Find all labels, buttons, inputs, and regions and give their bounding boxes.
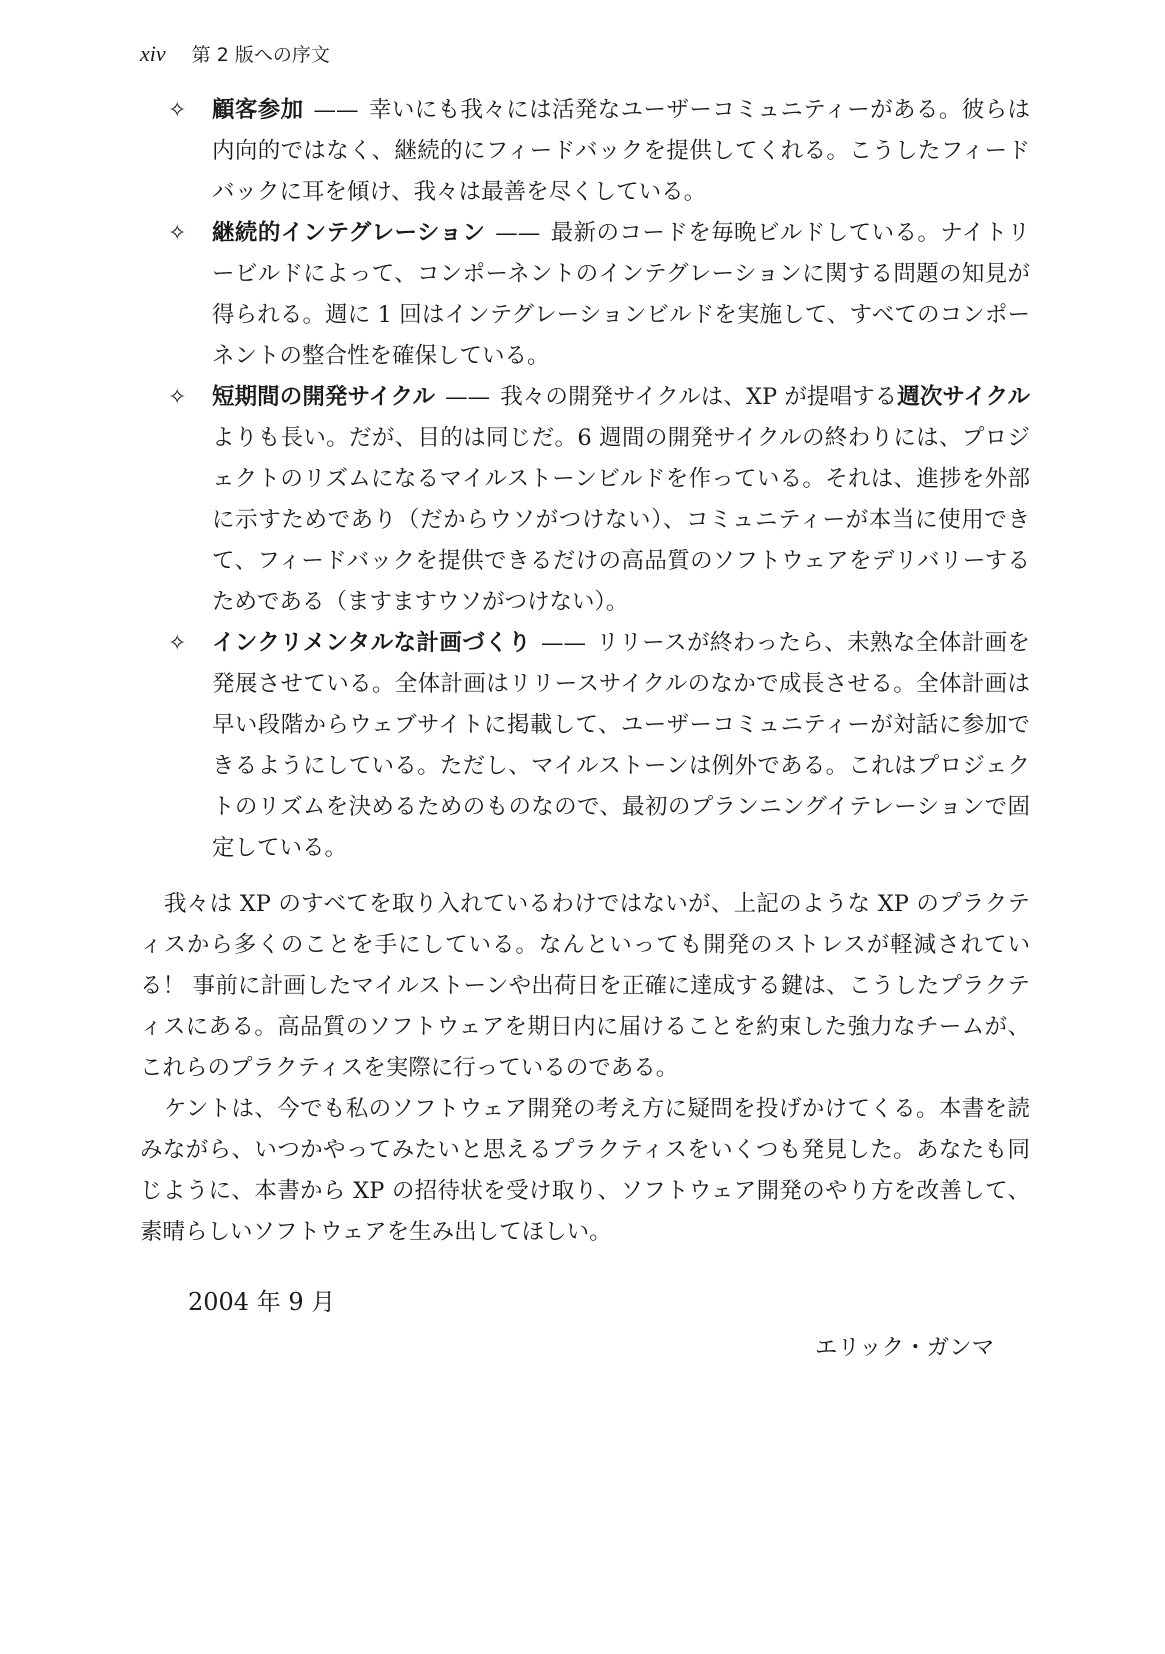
running-head [140, 40, 330, 69]
practice-description: 最新のコードを毎晩ビルドしている。ナイトリービルドによって、コンポーネントのインテグレーションに関する問題の知見が得られる。週に 1 回はインテグレーションビルドを実施して、すべてのコンポーネントの整合性を確保している。 [212, 220, 1030, 369]
em-dash: —— [445, 384, 491, 410]
paragraph: 我々は XP のすべてを取り入れているわけではないが、上記のような XP のプラクティスから多くのことを手にしている。なんといっても開発のストレスが軽減されている！ 事前に計画したマイルストーンや出荷日を正確に達成する鍵は、こうしたプラクティスにある。高品質のソフトウェアを期日内に届けることを約束した強力なチームが、これらのプラクティスを実際に行っているのである。 [140, 891, 1030, 1081]
page-number: xiv [140, 41, 166, 66]
practice-term: 継続的インテグレーション [212, 220, 486, 246]
list-item [140, 213, 1030, 377]
practice-description: リリースが終わったら、未熟な全体計画を発展させている。全体計画はリリースサイクルのなかで成長させる。全体計画は早い段階からウェブサイトに掲載して、ユーザーコミュニティーが対話に参加できるようにしている。ただし、マイルストーンは例外である。これはプロジェクトのリズムを決めるためのものなので、最初のプランニングイテレーションで固定している。 [212, 630, 1031, 861]
paragraph: ケントは、今でも私のソフトウェア開発の考え方に疑問を投げかけてくる。本書を読みながら、いつかやってみたいと思えるプラクティスをいくつも発見した。あなたも同じように、本書から XP の招待状を受け取り、ソフトウェア開発のやり方を改善して、素晴らしいソフトウェアを生み出してほしい。 [140, 1096, 1030, 1245]
practice-description: 幸いにも我々には活発なユーザーコミュニティーがある。彼らは内向的ではなく、継続的にフィードバックを提供してくれる。こうしたフィードバックに耳を傾け、我々は最善を尽くしている。 [212, 97, 1030, 205]
date-line: 2004 年 9 月 [188, 1288, 336, 1316]
em-dash: —— [313, 97, 359, 123]
practice-description: 我々の開発サイクルは、XP が提唱する [500, 384, 898, 410]
diamond-star-icon: ✧ [168, 98, 187, 123]
practice-term: 短期間の開発サイクル [212, 384, 436, 410]
em-dash: —— [495, 220, 541, 246]
chapter-title: 第 2 版への序文 [191, 44, 330, 66]
practice-term: インクリメンタルな計画づくり [212, 630, 531, 656]
diamond-star-icon: ✧ [168, 221, 187, 246]
practice-list [140, 90, 1030, 869]
practice-term: 顧客参加 [212, 97, 304, 123]
list-item [140, 623, 1030, 869]
inline-term: 週次サイクル [897, 384, 1030, 410]
em-dash: —— [541, 630, 586, 656]
list-item [140, 90, 1030, 213]
diamond-star-icon: ✧ [168, 631, 187, 656]
body-text [140, 884, 1030, 1253]
practice-description-continued: よりも長い。だが、目的は同じだ。6 週間の開発サイクルの終わりには、プロジェクトのリズムになるマイルストーンビルドを作っている。それは、進捗を外部に示すためであり（だからウソがつけない）、コミュニティーが本当に使用できて、フィードバックを提供できるだけの高品質のソフトウェアをデリバリーするためである（ますますウソがつけない）。 [212, 425, 1030, 615]
author-signature: エリック・ガンマ [815, 1335, 995, 1361]
list-item [140, 377, 1030, 623]
diamond-star-icon: ✧ [168, 385, 187, 410]
